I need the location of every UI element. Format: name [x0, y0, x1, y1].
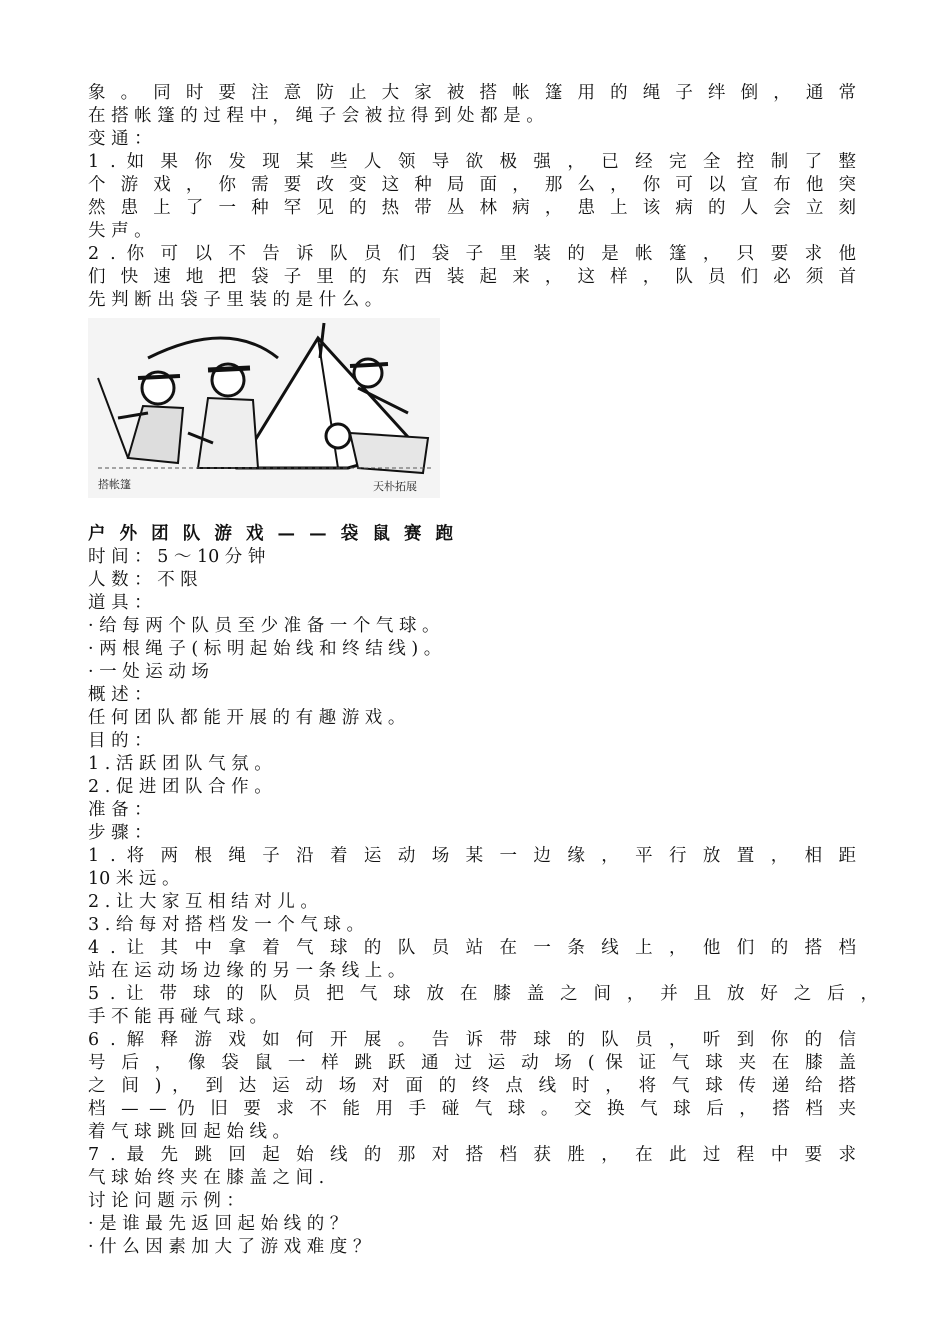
step-line: 7 . 最 先 跳 回 起 始 线 的 那 对 搭 档 获 胜 ， 在 此 过 程 中 要 求 — [88, 1145, 856, 1165]
info-time: 时 间 ： 5 ～ 10 分 钟 — [88, 547, 266, 567]
step-line: 着 气 球 跳 回 起 始 线 。 — [88, 1122, 291, 1142]
step-line: 2 . 让 大 家 互 相 结 对 儿 。 — [88, 892, 318, 912]
paragraph-line: 1 . 如 果 你 发 现 某 些 人 领 导 欲 极 强 ， 已 经 完 全 控 制 了 整 — [88, 152, 856, 172]
overview-heading: 概 述 ： — [88, 685, 152, 705]
step-line: 3 . 给 每 对 搭 档 发 一 个 气 球 。 — [88, 915, 364, 935]
discussion-heading: 讨 论 问 题 示 例 ： — [88, 1191, 244, 1211]
props-item: · 两 根 绳 子 ( 标 明 起 始 线 和 终 结 线 ) 。 — [88, 639, 442, 659]
figure-caption-right: 天朴拓展 — [373, 480, 417, 493]
info-props-heading: 道 具 ： — [88, 593, 152, 613]
prep-heading: 准 备 ： — [88, 800, 152, 820]
paragraph-line: 失 声 。 — [88, 221, 152, 241]
paragraph-line: 然 患 上 了 一 种 罕 见 的 热 带 丛 林 病 ， 患 上 该 病 的 人 会 立 刻 — [88, 198, 856, 218]
step-line: 1 . 将 两 根 绳 子 沿 着 运 动 场 某 一 边 缘 ， 平 行 放 置 ， 相 距 — [88, 846, 856, 866]
subheading-variation: 变 通 ： — [88, 129, 152, 149]
paragraph-line: 个 游 戏 ， 你 需 要 改 变 这 种 局 面 ， 那 么 ， 你 可 以 宣 布 他 突 — [88, 175, 856, 195]
step-line: 号 后 ， 像 袋 鼠 一 样 跳 跃 通 过 运 动 场 ( 保 证 气 球 夹 在 膝 盖 — [88, 1053, 856, 1073]
paragraph-line: 先 判 断 出 袋 子 里 装 的 是 什 么 。 — [88, 290, 383, 310]
purpose-item: 1 . 活 跃 团 队 气 氛 。 — [88, 754, 272, 774]
step-line: 气 球 始 终 夹 在 膝 盖 之 间 . — [88, 1168, 325, 1188]
overview-text: 任 何 团 队 都 能 开 展 的 有 趣 游 戏 。 — [88, 708, 406, 728]
discussion-item: · 是 谁 最 先 返 回 起 始 线 的 ？ — [88, 1214, 348, 1234]
props-item: · 给 每 两 个 队 员 至 少 准 备 一 个 气 球 。 — [88, 616, 440, 636]
discussion-item: · 什 么 因 素 加 大 了 游 戏 难 度 ？ — [88, 1237, 371, 1257]
step-line: 之 间 ) ， 到 达 运 动 场 对 面 的 终 点 线 时 ， 将 气 球 传 递 给 搭 — [88, 1076, 856, 1096]
step-line: 10 米 远 。 — [88, 869, 180, 889]
section-title: 户 外 团 队 游 戏 — — 袋 鼠 赛 跑 — [88, 524, 458, 544]
props-item: · 一 处 运 动 场 — [88, 662, 209, 682]
cartoon-drawing — [88, 318, 440, 498]
tent-pitching-illustration — [88, 318, 440, 498]
step-line: 5 . 让 带 球 的 队 员 把 气 球 放 在 膝 盖 之 间 ， 并 且 放 好 之 后 ， — [88, 984, 878, 1004]
steps-heading: 步 骤 ： — [88, 823, 152, 843]
step-line: 手 不 能 再 碰 气 球 。 — [88, 1007, 267, 1027]
figure-caption-left: 搭帐篷 — [98, 478, 131, 491]
step-line: 站 在 运 动 场 边 缘 的 另 一 条 线 上 。 — [88, 961, 406, 981]
step-line: 6 . 解 释 游 戏 如 何 开 展 。 告 诉 带 球 的 队 员 ， 听 到 你 的 信 — [88, 1030, 856, 1050]
paragraph-line: 们 快 速 地 把 袋 子 里 的 东 西 装 起 来 ， 这 样 ， 队 员 们 必 须 首 — [88, 267, 856, 287]
purpose-heading: 目 的 ： — [88, 731, 152, 751]
info-people: 人 数 ： 不 限 — [88, 570, 198, 590]
step-line: 4 . 让 其 中 拿 着 气 球 的 队 员 站 在 一 条 线 上 ， 他 们 的 搭 档 — [88, 938, 856, 958]
purpose-item: 2 . 促 进 团 队 合 作 。 — [88, 777, 272, 797]
paragraph-line: 在 搭 帐 篷 的 过 程 中 ， 绳 子 会 被 拉 得 到 处 都 是 。 — [88, 106, 544, 126]
step-line: 档 — — 仍 旧 要 求 不 能 用 手 碰 气 球 。 交 换 气 球 后 ， 搭 档 夹 — [88, 1099, 856, 1119]
paragraph-line: 2 . 你 可 以 不 告 诉 队 员 们 袋 子 里 装 的 是 帐 篷 ， 只 要 求 他 — [88, 244, 856, 264]
paragraph-line: 象 。 同 时 要 注 意 防 止 大 家 被 搭 帐 篷 用 的 绳 子 绊 倒 ， 通 常 — [88, 83, 856, 103]
